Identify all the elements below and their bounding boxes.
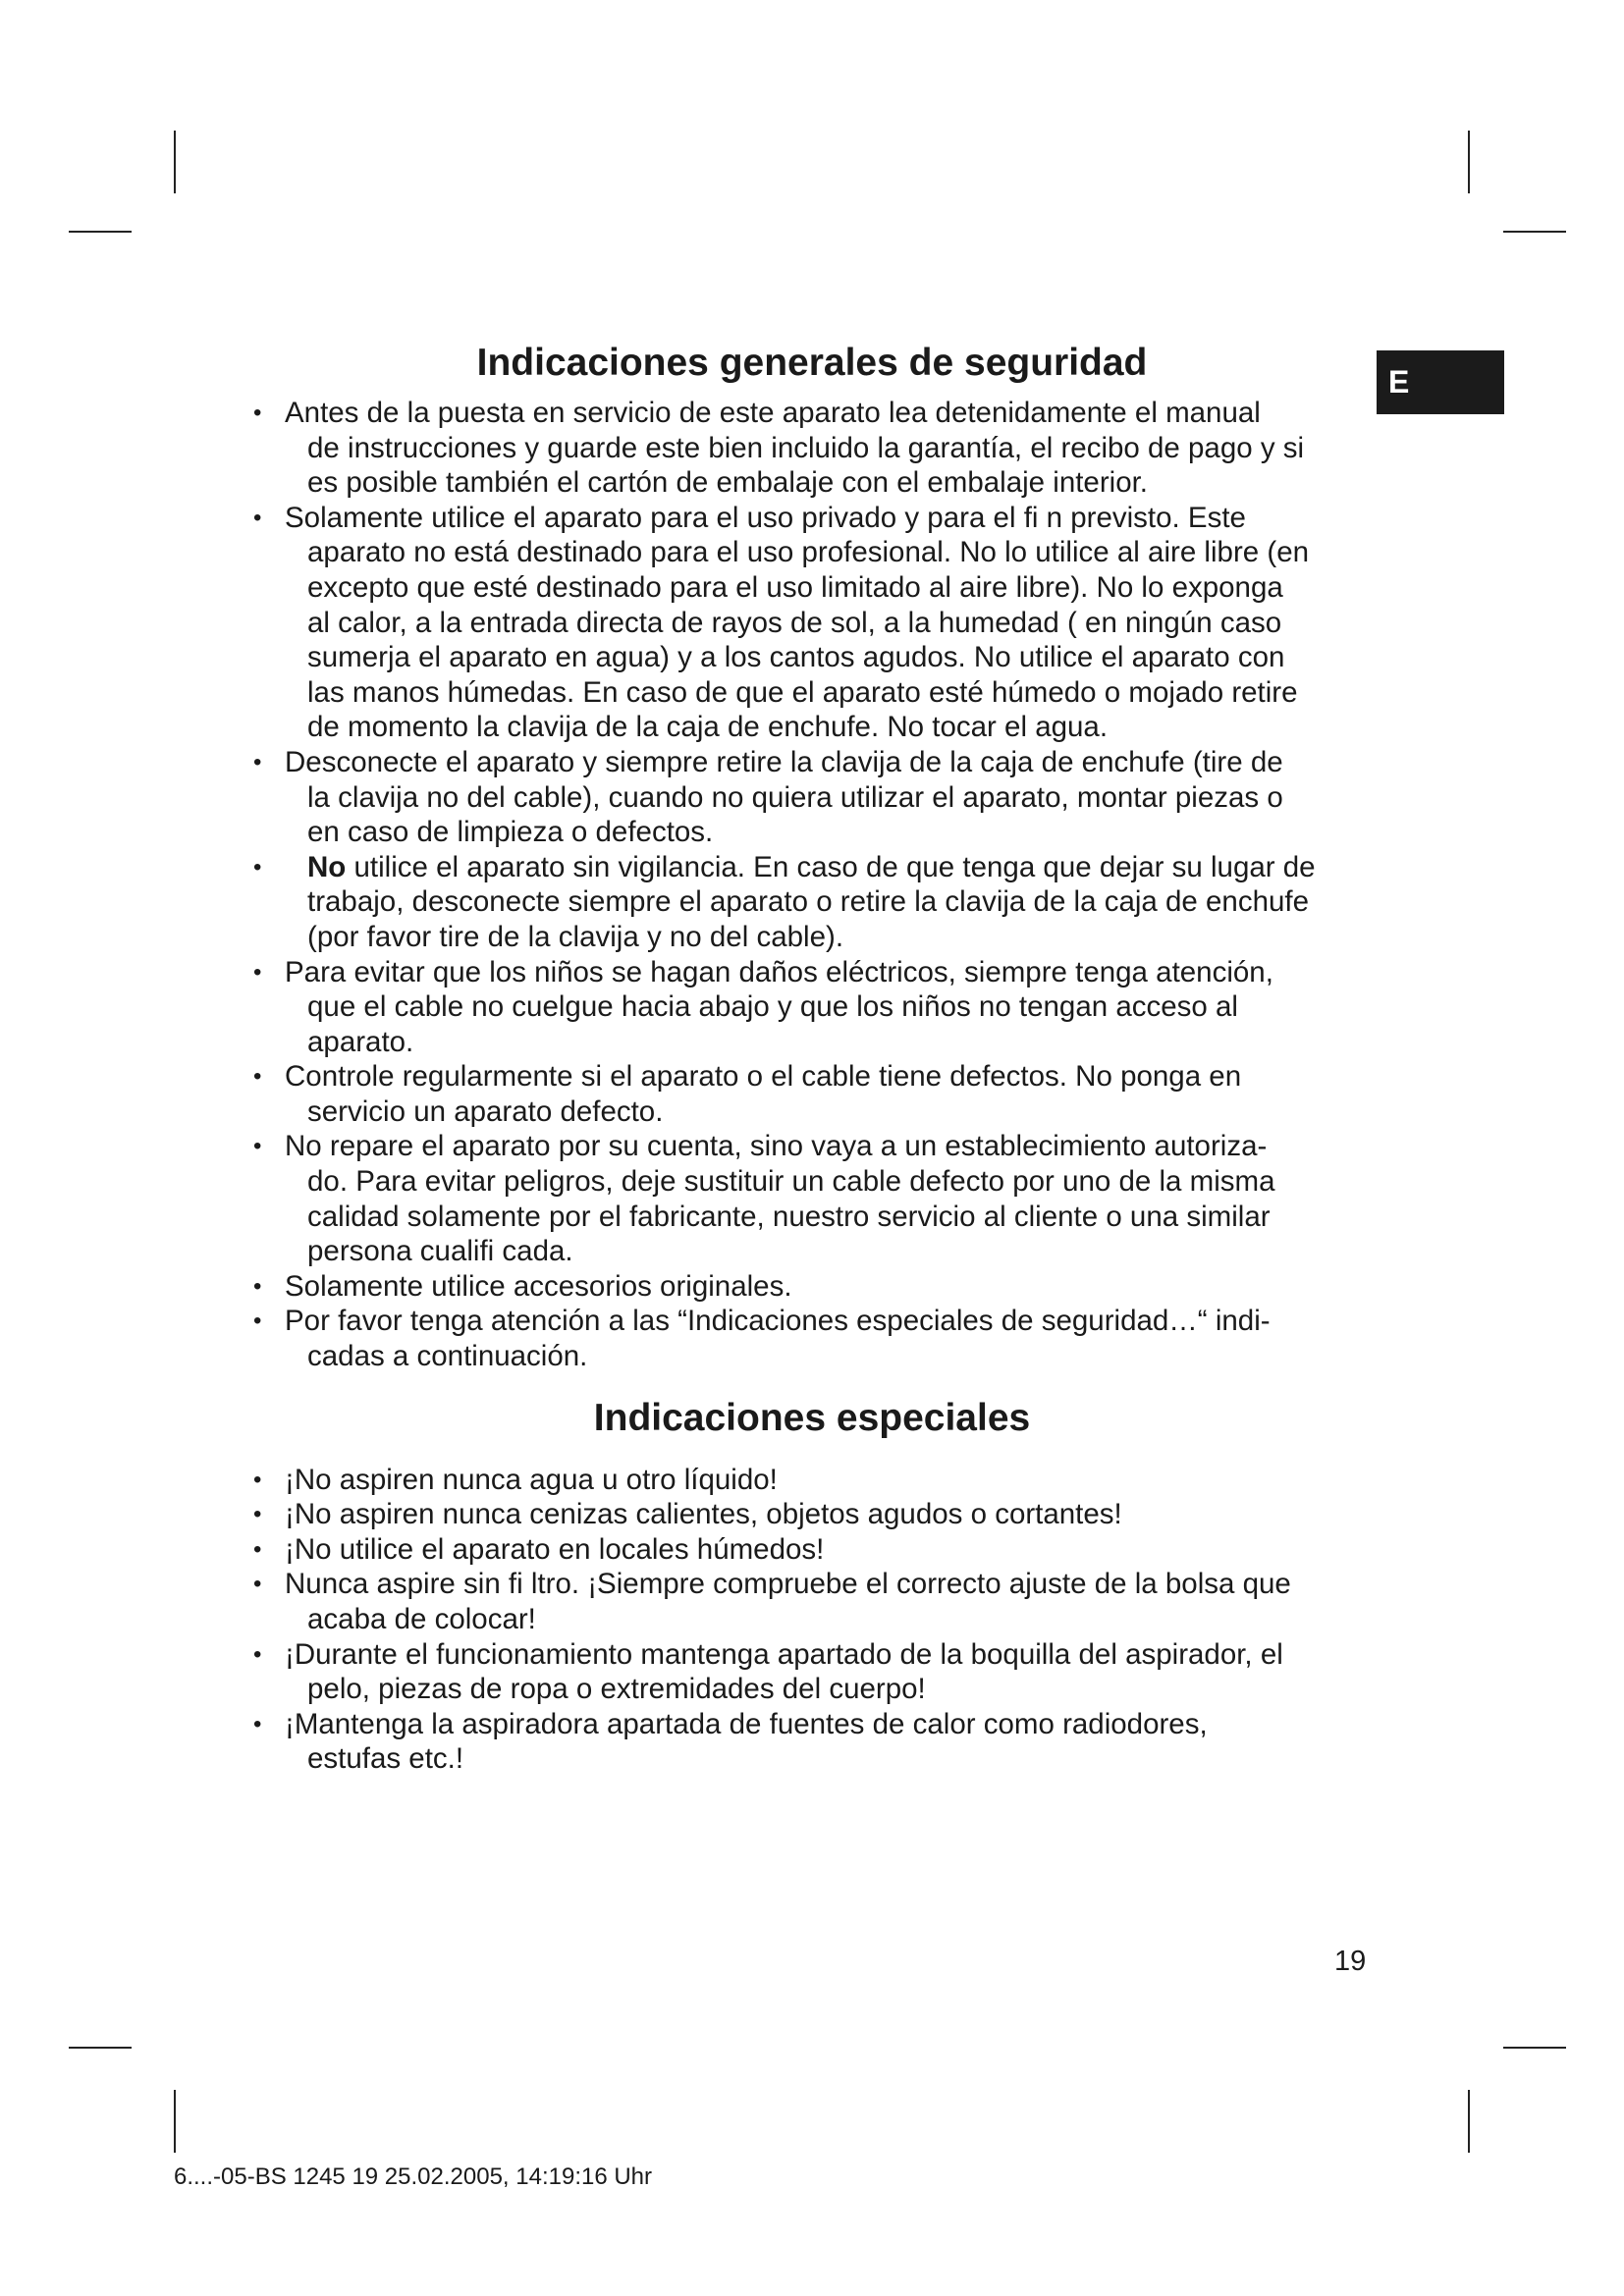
- list-item: [252, 1059, 1372, 1129]
- list-item-line: • Para evitar que los niños se hagan daños eléctricos, siempre tenga atención,: [285, 955, 1273, 988]
- list-item: [252, 1129, 1372, 1268]
- list-item-text: utilice el aparato sin vigilancia. En caso de que tenga que dejar su lugar de: [346, 850, 1316, 883]
- list-item-line: • ¡No aspiren nunca agua u otro líquido!: [285, 1463, 778, 1496]
- list-item: [252, 1497, 1372, 1532]
- list-item-line: acaba de colocar!: [307, 1603, 536, 1635]
- list-item: [252, 1532, 1372, 1568]
- crop-mark-bottom-left-vertical: [174, 2090, 176, 2153]
- list-item: [252, 396, 1372, 501]
- list-item-line: cadas a continuación.: [307, 1340, 588, 1373]
- list-item-line: aparato no está destinado para el uso profesional. No lo utilice al aire libre (en: [307, 536, 1310, 569]
- list-item: [252, 955, 1372, 1060]
- list-item-line: • Por favor tenga atención a las “Indicaciones especiales de seguridad…“ indi-: [285, 1305, 1271, 1338]
- list-item-line: • Solamente utilice el aparato para el uso privado y para el fi n previsto. Este: [285, 501, 1246, 534]
- list-item-line: en caso de limpieza o defectos.: [307, 816, 714, 849]
- list-item-line: • Nunca aspire sin fi ltro. ¡Siempre compruebe el correcto ajuste de la bolsa que: [285, 1568, 1291, 1601]
- section-title-general: Indicaciones generales de seguridad: [476, 342, 1148, 384]
- list-item-line: que el cable no cuelgue hacia abajo y que los niños no tengan acceso al: [307, 990, 1238, 1024]
- list-item: [252, 745, 1372, 850]
- list-item-line: aparato.: [307, 1025, 414, 1058]
- list-item-line: [285, 850, 1372, 885]
- list-item-line: excepto que esté destinado para el uso limitado al aire libre). No lo exponga: [307, 570, 1283, 604]
- crop-mark-top-right-vertical: [1468, 131, 1470, 193]
- crop-mark-bottom-right-horizontal: [1503, 2047, 1566, 2049]
- list-item-line: es posible también el cartón de embalaje con el embalaje interior.: [307, 466, 1149, 500]
- list-item: [252, 1304, 1372, 1373]
- list-item-line: • ¡Durante el funcionamiento mantenga apartado de la boquilla del aspirador, el: [285, 1637, 1283, 1671]
- emphasis-no: No: [307, 850, 347, 883]
- list-item-line: • Solamente utilice accesorios originales.: [285, 1269, 792, 1303]
- special-safety-list: [252, 1463, 1372, 1777]
- list-item: [252, 850, 1372, 955]
- list-item-line: la clavija no del cable), cuando no quiera utilizar el aparato, montar piezas o: [307, 780, 1283, 814]
- list-item-line: • ¡No utilice el aparato en locales húmedos!: [285, 1532, 825, 1566]
- list-item-line: las manos húmedas. En caso de que el aparato esté húmedo o mojado retire: [307, 675, 1298, 709]
- list-item-line: de momento la clavija de la caja de enchufe. No tocar el agua.: [307, 711, 1109, 744]
- list-item: [252, 1567, 1372, 1636]
- list-item-line: servicio un aparato defecto.: [307, 1095, 664, 1128]
- list-item-line: estufas etc.!: [307, 1742, 464, 1776]
- list-item-line: • ¡No aspiren nunca cenizas calientes, objetos agudos o cortantes!: [285, 1498, 1122, 1531]
- list-item-line: • Desconecte el aparato y siempre retire la clavija de la caja de enchufe (tire de: [285, 745, 1283, 778]
- list-item-line: • ¡Mantenga la aspiradora apartada de fuentes de calor como radiodores,: [285, 1707, 1208, 1740]
- list-item-line: trabajo, desconecte siempre el aparato o retire la clavija de la caja de enchufe: [307, 885, 1309, 919]
- list-item-line: do. Para evitar peligros, deje sustituir un cable defecto por uno de la misma: [307, 1165, 1275, 1199]
- page-content: [252, 339, 1372, 1777]
- list-item-line: persona cualifi cada.: [307, 1235, 573, 1268]
- list-item: [252, 1637, 1372, 1707]
- crop-mark-bottom-left-horizontal: [69, 2047, 132, 2049]
- list-item-line: • No repare el aparato por su cuenta, sino vaya a un establecimiento autoriza-: [285, 1130, 1268, 1163]
- list-item-line: al calor, a la entrada directa de rayos de sol, a la humedad ( en ningún caso: [307, 606, 1282, 639]
- crop-mark-top-right-horizontal: [1503, 231, 1566, 233]
- list-item: [252, 501, 1372, 745]
- list-item: [252, 1269, 1372, 1305]
- list-item-line: • Controle regularmente si el aparato o el cable tiene defectos. No ponga en: [285, 1060, 1242, 1094]
- list-item-line: • Antes de la puesta en servicio de este aparato lea detenidamente el manual: [285, 397, 1261, 429]
- list-item-line: sumerja el aparato en agua) y a los cantos agudos. No utilice el aparato con: [307, 641, 1285, 674]
- list-item-line: (por favor tire de la clavija y no del cable).: [307, 920, 844, 953]
- page-number: 19: [1334, 1946, 1367, 1977]
- list-item-line: pelo, piezas de ropa o extremidades del cuerpo!: [307, 1673, 926, 1706]
- crop-mark-bottom-right-vertical: [1468, 2090, 1470, 2153]
- list-item: [252, 1707, 1372, 1777]
- crop-mark-top-left-horizontal: [69, 231, 132, 233]
- list-item-line: calidad solamente por el fabricante, nuestro servicio al cliente o una similar: [307, 1200, 1271, 1233]
- list-item-line: de instrucciones y guarde este bien incluido la garantía, el recibo de pago y si: [307, 431, 1305, 464]
- print-footer-info: 6....-05-BS 1245 19 25.02.2005, 14:19:16 Uhr: [174, 2163, 653, 2190]
- general-safety-list: [252, 396, 1372, 1374]
- language-tab: E: [1377, 350, 1504, 414]
- section-title-special: Indicaciones especiales: [593, 1396, 1031, 1439]
- list-item: [252, 1463, 1372, 1498]
- crop-mark-top-left-vertical: [174, 131, 176, 193]
